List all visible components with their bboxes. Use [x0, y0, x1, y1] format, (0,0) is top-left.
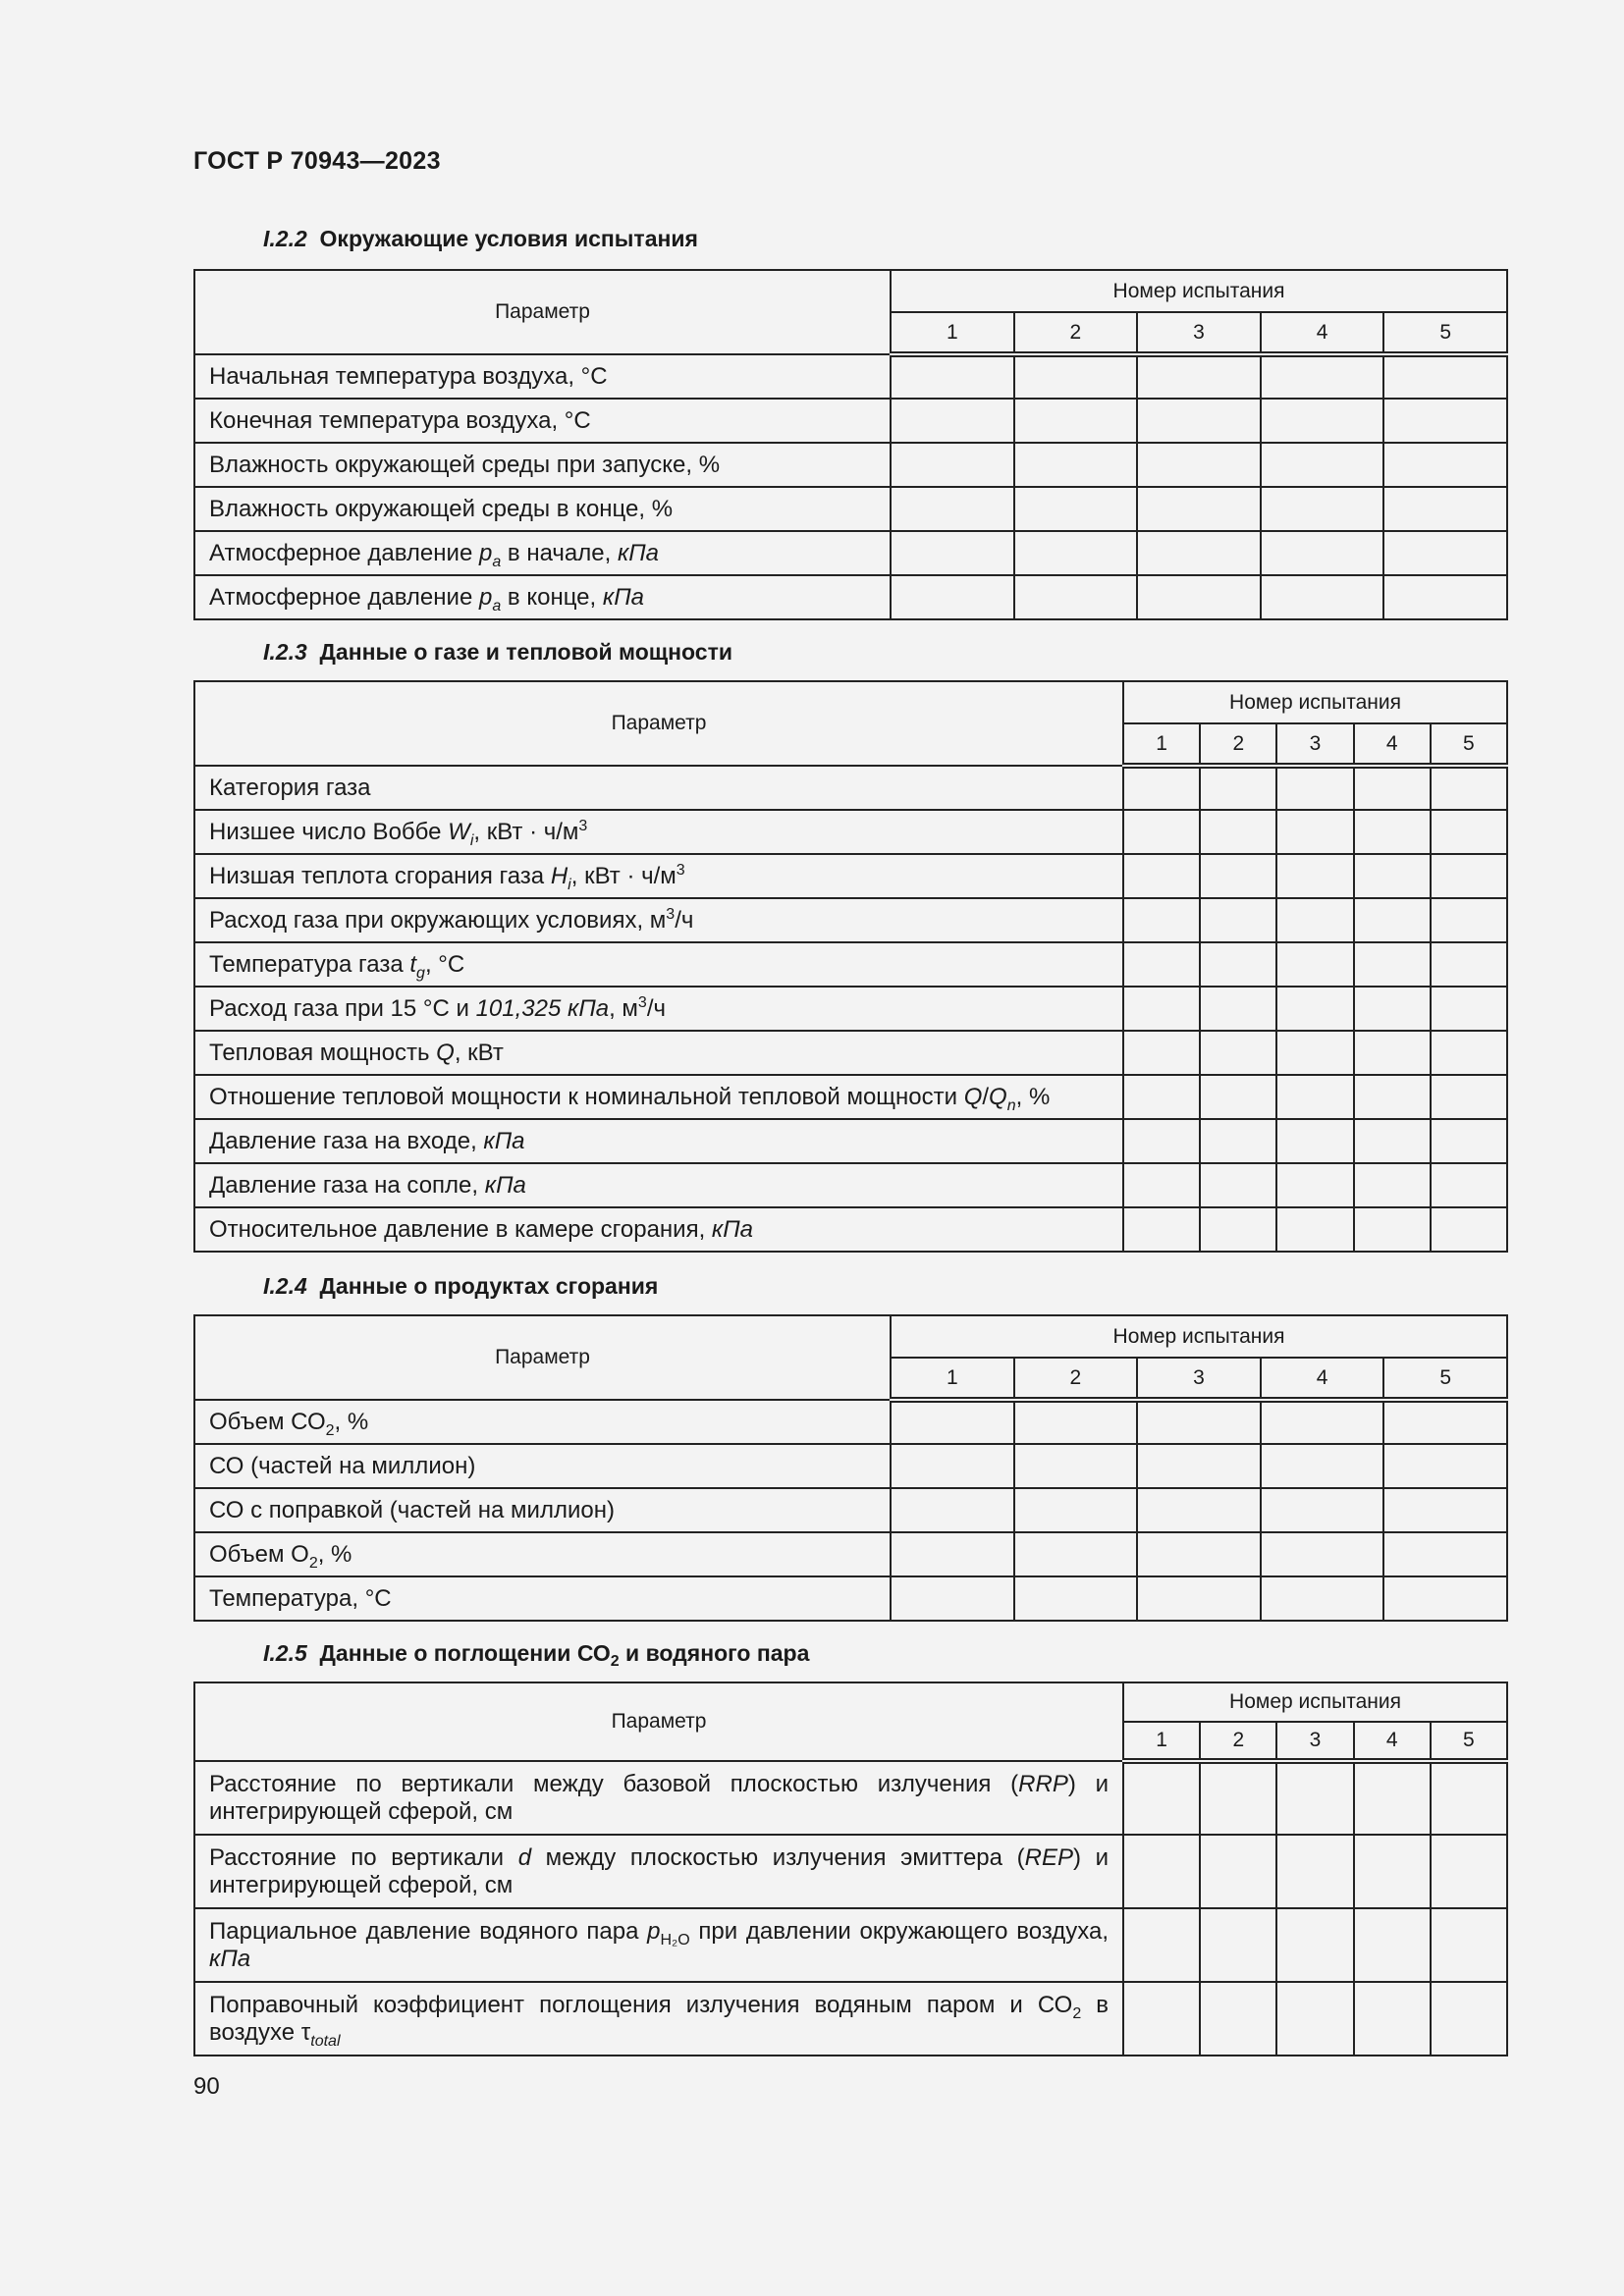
- value-cell[interactable]: [1431, 854, 1507, 898]
- value-cell[interactable]: [1354, 1075, 1431, 1119]
- value-cell[interactable]: [1261, 487, 1384, 531]
- table-row: [194, 1761, 1507, 1835]
- value-cell[interactable]: [1137, 531, 1261, 575]
- value-cell[interactable]: [1123, 1982, 1200, 2056]
- value-cell[interactable]: [1123, 1075, 1200, 1119]
- table-row: [194, 854, 1507, 898]
- value-cell[interactable]: [1200, 1835, 1276, 1908]
- value-cell[interactable]: [1014, 1444, 1138, 1488]
- value-cell[interactable]: [1200, 1761, 1276, 1835]
- value-cell[interactable]: [1276, 942, 1353, 987]
- param-cell: СО (частей на миллион): [194, 1444, 891, 1488]
- table-row: [194, 766, 1507, 810]
- test-col-2: 2: [1200, 723, 1276, 766]
- value-cell[interactable]: [1137, 1444, 1261, 1488]
- param-cell: Поправочный коэффициент поглощения излучения водяным паром и $СО_2$ в воздухе $\tau_{total}$: [194, 1982, 1123, 2056]
- value-cell[interactable]: [1123, 766, 1200, 810]
- section-title-i-2-5: I.2.5 Данные о поглощении $СО_2$ и водяного пара: [263, 1640, 810, 1670]
- value-cell[interactable]: [1014, 487, 1138, 531]
- value-cell[interactable]: [1431, 1075, 1507, 1119]
- value-cell[interactable]: [1431, 766, 1507, 810]
- value-cell[interactable]: [1354, 766, 1431, 810]
- table-row: [194, 531, 1507, 575]
- value-cell[interactable]: [1123, 1119, 1200, 1163]
- param-cell: Давление газа на входе, кПа: [194, 1119, 1123, 1163]
- value-cell[interactable]: [1354, 987, 1431, 1031]
- value-cell[interactable]: [1276, 1761, 1353, 1835]
- value-cell[interactable]: [1383, 575, 1507, 619]
- value-cell[interactable]: [891, 399, 1014, 443]
- table-row: [194, 1119, 1507, 1163]
- value-cell[interactable]: [1137, 1400, 1261, 1444]
- param-cell: Низшая теплота сгорания газа $H_i$, кВт · $ч/м^3$: [194, 854, 1123, 898]
- value-cell[interactable]: [1276, 987, 1353, 1031]
- value-cell[interactable]: [891, 443, 1014, 487]
- value-cell[interactable]: [1276, 766, 1353, 810]
- test-col-3: 3: [1137, 1358, 1261, 1400]
- value-cell[interactable]: [1276, 1207, 1353, 1252]
- value-cell[interactable]: [1200, 1908, 1276, 1982]
- table-row: [194, 1532, 1507, 1576]
- param-cell: Расход газа при 15 °С и 101,325 кПа, $м^3/ч$: [194, 987, 1123, 1031]
- value-cell[interactable]: [1137, 399, 1261, 443]
- value-cell[interactable]: [1383, 1444, 1507, 1488]
- value-cell[interactable]: [1383, 531, 1507, 575]
- value-cell[interactable]: [1383, 1576, 1507, 1621]
- value-cell[interactable]: [1431, 1207, 1507, 1252]
- param-cell: Тепловая мощность Q, кВт: [194, 1031, 1123, 1075]
- value-cell[interactable]: [1261, 531, 1384, 575]
- section-title-i-2-3: I.2.3 Данные о газе и тепловой мощности: [263, 639, 732, 665]
- value-cell[interactable]: [1383, 443, 1507, 487]
- value-cell[interactable]: [1354, 1982, 1431, 2056]
- value-cell[interactable]: [1276, 1075, 1353, 1119]
- value-cell[interactable]: [1137, 575, 1261, 619]
- value-cell[interactable]: [1014, 1532, 1138, 1576]
- table-co2-water-absorption: [193, 1682, 1508, 2056]
- value-cell[interactable]: [1014, 531, 1138, 575]
- value-cell[interactable]: [1261, 1488, 1384, 1532]
- value-cell[interactable]: [1431, 1835, 1507, 1908]
- value-cell[interactable]: [1123, 1163, 1200, 1207]
- param-cell: Конечная температура воздуха, °С: [194, 399, 891, 443]
- param-cell: Начальная температура воздуха, °С: [194, 354, 891, 399]
- value-cell[interactable]: [1383, 399, 1507, 443]
- value-cell[interactable]: [1431, 1908, 1507, 1982]
- test-col-1: 1: [1123, 723, 1200, 766]
- param-cell: Расстояние по вертикали d между плоскостью излучения эмиттера (REP) и интегрирующей сферой, см: [194, 1835, 1123, 1908]
- value-cell[interactable]: [1200, 898, 1276, 942]
- test-col-4: 4: [1354, 723, 1431, 766]
- test-col-3: 3: [1276, 723, 1353, 766]
- test-col-2: 2: [1014, 1358, 1138, 1400]
- table-row: [194, 898, 1507, 942]
- table-row: [194, 575, 1507, 619]
- table-gas-and-heat-output: [193, 680, 1508, 1253]
- param-cell: Расстояние по вертикали между базовой плоскостью излучения (RRP) и интегрирующей сферой, см: [194, 1761, 1123, 1835]
- value-cell[interactable]: [1276, 898, 1353, 942]
- value-cell[interactable]: [1123, 987, 1200, 1031]
- test-col-1: 1: [891, 312, 1014, 354]
- param-cell: Влажность окружающей среды в конце, %: [194, 487, 891, 531]
- value-cell[interactable]: [1354, 1908, 1431, 1982]
- test-col-3: 3: [1137, 312, 1261, 354]
- value-cell[interactable]: [1354, 1207, 1431, 1252]
- value-cell[interactable]: [1137, 354, 1261, 399]
- value-cell[interactable]: [1014, 1400, 1138, 1444]
- value-cell[interactable]: [891, 487, 1014, 531]
- table-row: [194, 1163, 1507, 1207]
- value-cell[interactable]: [1123, 1908, 1200, 1982]
- test-col-2: 2: [1200, 1722, 1276, 1761]
- test-col-4: 4: [1354, 1722, 1431, 1761]
- param-cell: Атмосферное давление $p_a$ в начале, кПа: [194, 531, 891, 575]
- test-number-header: Номер испытания: [1123, 681, 1507, 723]
- table-row: [194, 399, 1507, 443]
- value-cell[interactable]: [1137, 443, 1261, 487]
- table-row: [194, 942, 1507, 987]
- param-header: Параметр: [194, 1682, 1123, 1761]
- value-cell[interactable]: [891, 1488, 1014, 1532]
- value-cell[interactable]: [1137, 1576, 1261, 1621]
- test-col-5: 5: [1431, 1722, 1507, 1761]
- page-number: 90: [193, 2073, 220, 2100]
- param-cell: Относительное давление в камере сгорания, кПа: [194, 1207, 1123, 1252]
- value-cell[interactable]: [1354, 854, 1431, 898]
- table-row: [194, 1488, 1507, 1532]
- test-number-header: Номер испытания: [1123, 1682, 1507, 1722]
- value-cell[interactable]: [1261, 1444, 1384, 1488]
- document-code: ГОСТ Р 70943—2023: [193, 147, 441, 175]
- test-col-4: 4: [1261, 1358, 1384, 1400]
- value-cell[interactable]: [1276, 1031, 1353, 1075]
- value-cell[interactable]: [1431, 1031, 1507, 1075]
- test-col-4: 4: [1261, 312, 1384, 354]
- value-cell[interactable]: [1276, 1982, 1353, 2056]
- param-cell: Категория газа: [194, 766, 1123, 810]
- param-cell: Температура, °С: [194, 1576, 891, 1621]
- value-cell[interactable]: [1261, 1576, 1384, 1621]
- value-cell[interactable]: [1431, 1761, 1507, 1835]
- value-cell[interactable]: [1137, 1488, 1261, 1532]
- value-cell[interactable]: [1200, 766, 1276, 810]
- param-cell: Влажность окружающей среды при запуске, %: [194, 443, 891, 487]
- param-cell: Объем $О_2$, %: [194, 1532, 891, 1576]
- value-cell[interactable]: [1014, 575, 1138, 619]
- value-cell[interactable]: [1261, 354, 1384, 399]
- value-cell[interactable]: [891, 1532, 1014, 1576]
- value-cell[interactable]: [1354, 898, 1431, 942]
- test-col-1: 1: [891, 1358, 1014, 1400]
- value-cell[interactable]: [1354, 1119, 1431, 1163]
- value-cell[interactable]: [1200, 1075, 1276, 1119]
- value-cell[interactable]: [1354, 1163, 1431, 1207]
- value-cell[interactable]: [1200, 1207, 1276, 1252]
- value-cell[interactable]: [1123, 942, 1200, 987]
- value-cell[interactable]: [1431, 1163, 1507, 1207]
- value-cell[interactable]: [891, 1400, 1014, 1444]
- value-cell[interactable]: [1137, 1532, 1261, 1576]
- value-cell[interactable]: [1354, 1761, 1431, 1835]
- param-cell: Давление газа на сопле, кПа: [194, 1163, 1123, 1207]
- table-row: [194, 1031, 1507, 1075]
- table-combustion-products: [193, 1314, 1508, 1622]
- value-cell[interactable]: [1431, 942, 1507, 987]
- value-cell[interactable]: [1431, 810, 1507, 854]
- table-row: [194, 1400, 1507, 1444]
- section-title-i-2-4: I.2.4 Данные о продуктах сгорания: [263, 1273, 659, 1299]
- value-cell[interactable]: [1123, 1761, 1200, 1835]
- table-row: [194, 443, 1507, 487]
- value-cell[interactable]: [1276, 854, 1353, 898]
- value-cell[interactable]: [1200, 810, 1276, 854]
- value-cell[interactable]: [891, 1444, 1014, 1488]
- value-cell[interactable]: [1276, 1119, 1353, 1163]
- value-cell[interactable]: [1431, 1119, 1507, 1163]
- value-cell[interactable]: [1200, 942, 1276, 987]
- value-cell[interactable]: [1200, 1163, 1276, 1207]
- param-cell: Расход газа при окружающих условиях, $м^3/ч$: [194, 898, 1123, 942]
- value-cell[interactable]: [1276, 1835, 1353, 1908]
- param-cell: Атмосферное давление $p_a$ в конце, кПа: [194, 575, 891, 619]
- value-cell[interactable]: [1123, 1835, 1200, 1908]
- table-row: [194, 987, 1507, 1031]
- test-number-header: Номер испытания: [891, 1315, 1507, 1358]
- value-cell[interactable]: [1200, 1119, 1276, 1163]
- value-cell[interactable]: [1014, 354, 1138, 399]
- value-cell[interactable]: [1354, 1835, 1431, 1908]
- test-col-5: 5: [1383, 312, 1507, 354]
- value-cell[interactable]: [1261, 575, 1384, 619]
- param-cell: СО с поправкой (частей на миллион): [194, 1488, 891, 1532]
- value-cell[interactable]: [1354, 1031, 1431, 1075]
- section-title-i-2-2: I.2.2 Окружающие условия испытания: [263, 226, 698, 251]
- value-cell[interactable]: [891, 354, 1014, 399]
- value-cell[interactable]: [1123, 810, 1200, 854]
- value-cell[interactable]: [1200, 1031, 1276, 1075]
- value-cell[interactable]: [1431, 898, 1507, 942]
- test-number-header: Номер испытания: [891, 270, 1507, 312]
- test-col-5: 5: [1431, 723, 1507, 766]
- test-col-5: 5: [1383, 1358, 1507, 1400]
- value-cell[interactable]: [1431, 1982, 1507, 2056]
- value-cell[interactable]: [1123, 1207, 1200, 1252]
- value-cell[interactable]: [1383, 1400, 1507, 1444]
- value-cell[interactable]: [1276, 810, 1353, 854]
- test-col-3: 3: [1276, 1722, 1353, 1761]
- table-row: [194, 1576, 1507, 1621]
- table-row: [194, 1908, 1507, 1982]
- value-cell[interactable]: [1431, 987, 1507, 1031]
- param-header: Параметр: [194, 1315, 891, 1400]
- param-header: Параметр: [194, 681, 1123, 766]
- param-cell: Объем $СО_2$, %: [194, 1400, 891, 1444]
- param-cell: Парциальное давление водяного пара $p_{H_2O}$ при давлении окружающего воздуха, кПа: [194, 1908, 1123, 1982]
- table-row: [194, 1075, 1507, 1119]
- table-row: [194, 487, 1507, 531]
- test-col-2: 2: [1014, 312, 1138, 354]
- value-cell[interactable]: [891, 1576, 1014, 1621]
- value-cell[interactable]: [1276, 1908, 1353, 1982]
- value-cell[interactable]: [1014, 443, 1138, 487]
- value-cell[interactable]: [1261, 443, 1384, 487]
- value-cell[interactable]: [1014, 1576, 1138, 1621]
- value-cell[interactable]: [1261, 399, 1384, 443]
- value-cell[interactable]: [1123, 854, 1200, 898]
- value-cell[interactable]: [891, 531, 1014, 575]
- value-cell[interactable]: [1200, 987, 1276, 1031]
- table-row: [194, 1835, 1507, 1908]
- table-row: [194, 1444, 1507, 1488]
- table-row: [194, 1982, 1507, 2056]
- param-cell: Отношение тепловой мощности к номинальной тепловой мощности $Q/Q_n$, %: [194, 1075, 1123, 1119]
- table-row: [194, 810, 1507, 854]
- param-header: Параметр: [194, 270, 891, 354]
- param-cell: Низшее число Воббе $W_i$, кВт · $ч/м^3$: [194, 810, 1123, 854]
- value-cell[interactable]: [1354, 942, 1431, 987]
- value-cell[interactable]: [1383, 1532, 1507, 1576]
- value-cell[interactable]: [891, 575, 1014, 619]
- value-cell[interactable]: [1123, 898, 1200, 942]
- param-cell: Температура газа $t_g$, °С: [194, 942, 1123, 987]
- value-cell[interactable]: [1014, 1488, 1138, 1532]
- value-cell[interactable]: [1383, 354, 1507, 399]
- value-cell[interactable]: [1261, 1400, 1384, 1444]
- value-cell[interactable]: [1200, 854, 1276, 898]
- value-cell[interactable]: [1276, 1163, 1353, 1207]
- value-cell[interactable]: [1200, 1982, 1276, 2056]
- table-ambient-conditions: [193, 269, 1508, 620]
- value-cell[interactable]: [1383, 487, 1507, 531]
- value-cell[interactable]: [1354, 810, 1431, 854]
- value-cell[interactable]: [1261, 1532, 1384, 1576]
- table-row: [194, 354, 1507, 399]
- value-cell[interactable]: [1137, 487, 1261, 531]
- table-row: [194, 1207, 1507, 1252]
- value-cell[interactable]: [1123, 1031, 1200, 1075]
- test-col-1: 1: [1123, 1722, 1200, 1761]
- value-cell[interactable]: [1014, 399, 1138, 443]
- value-cell[interactable]: [1383, 1488, 1507, 1532]
